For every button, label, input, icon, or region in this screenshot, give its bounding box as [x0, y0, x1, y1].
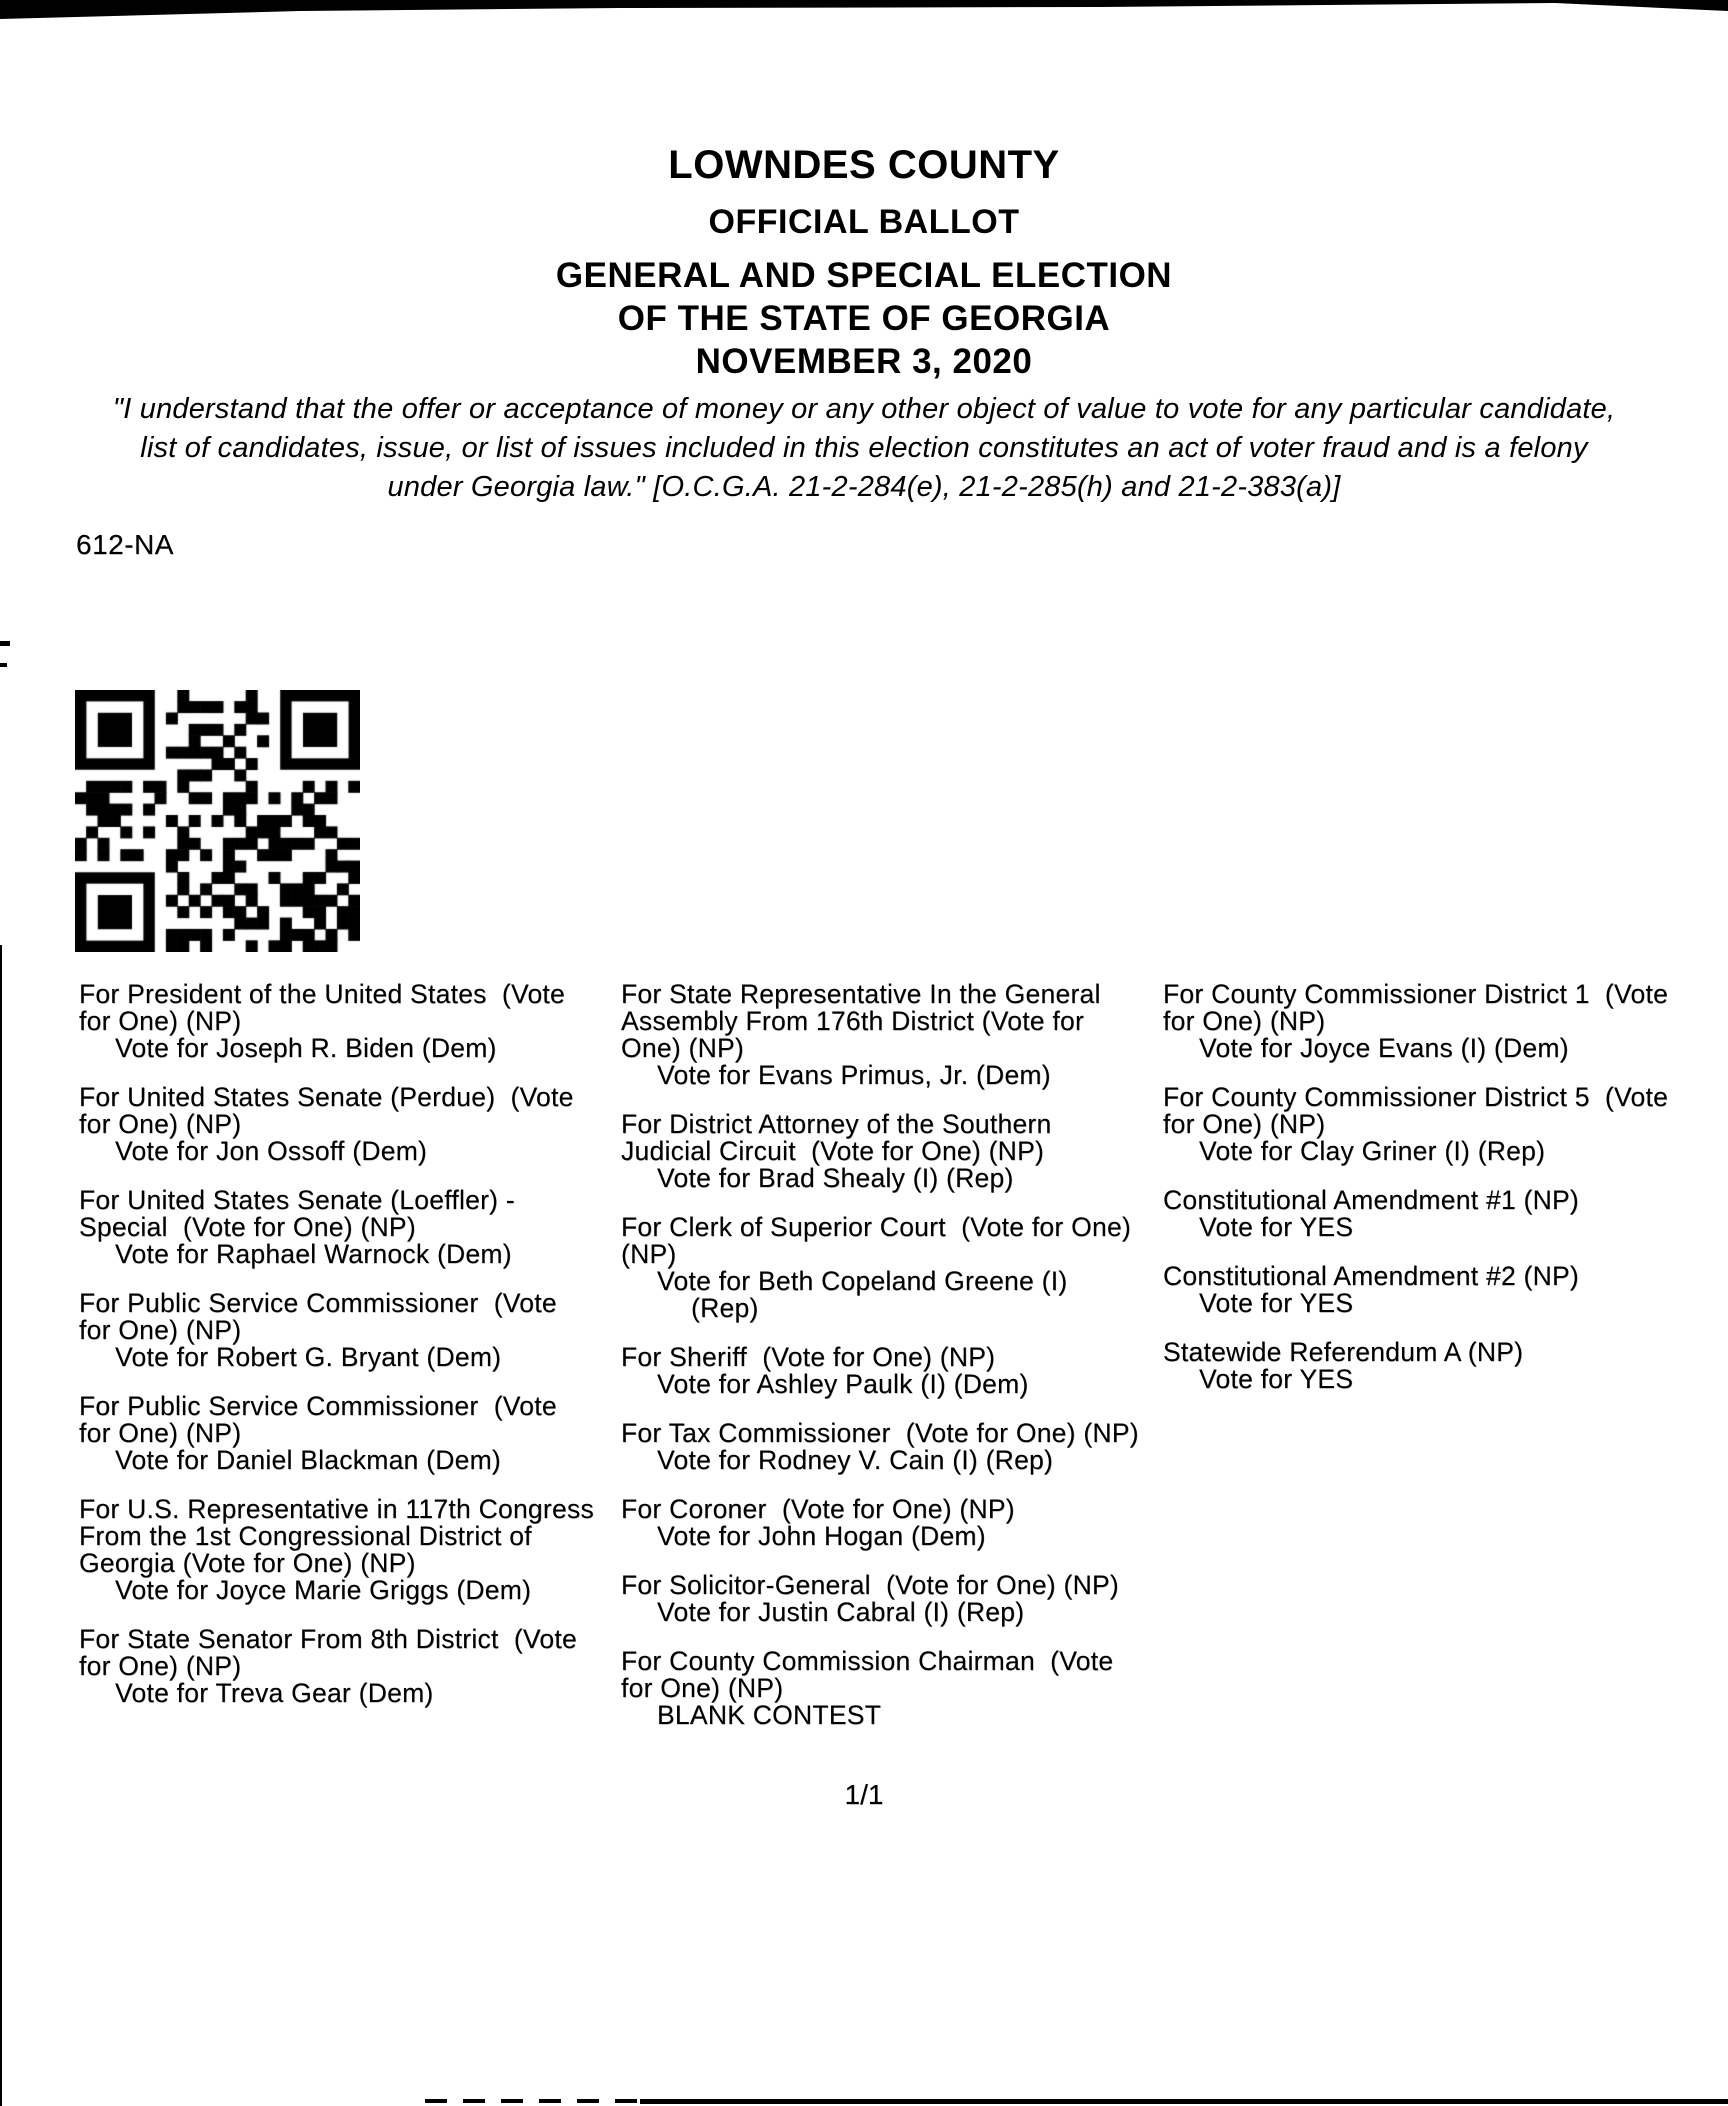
contest-selection-line: Vote for Jon Ossoff (Dem)	[115, 1136, 428, 1166]
contest-selection-line: Vote for YES	[1199, 1288, 1354, 1318]
contest-selection-line: Vote for Ashley Paulk (I) (Dem)	[657, 1369, 1029, 1399]
contest-column	[79, 981, 639, 1729]
contest-title-line: For District Attorney of the Southern	[621, 1109, 1052, 1139]
contest-title-line: For State Representative In the General	[621, 979, 1101, 1009]
contest	[621, 1496, 1181, 1550]
contest-title-line: For County Commission Chairman (Vote	[621, 1646, 1114, 1676]
contest	[621, 1572, 1181, 1626]
contest	[79, 1290, 639, 1371]
contest-title-line: For County Commissioner District 5 (Vote	[1163, 1082, 1669, 1112]
scan-artifact-top-edge	[0, 0, 1728, 20]
voter-fraud-disclaimer	[0, 390, 1728, 507]
contest-title-line: For Coroner (Vote for One) (NP)	[621, 1494, 1015, 1524]
contest-selection-line: Vote for Daniel Blackman (Dem)	[115, 1445, 502, 1475]
contest-title-line: For United States Senate (Loeffler) -	[79, 1185, 515, 1215]
contest	[1163, 1263, 1728, 1317]
contest-title-line: (NP)	[621, 1239, 677, 1269]
scan-artifact-bottom-dashes	[425, 2099, 643, 2103]
contest-title-line: Special (Vote for One) (NP)	[79, 1212, 416, 1242]
scan-artifact-left-mark	[0, 641, 10, 646]
page-number: 1/1	[844, 1779, 884, 1810]
contest-selection-line: Vote for Joyce Evans (I) (Dem)	[1199, 1033, 1569, 1063]
contest-title-line: For United States Senate (Perdue) (Vote	[79, 1082, 574, 1112]
contest-selection-line: Vote for Justin Cabral (I) (Rep)	[657, 1597, 1025, 1627]
contest-selection-line: Vote for Treva Gear (Dem)	[115, 1678, 434, 1708]
contest	[621, 981, 1181, 1089]
contest	[621, 1344, 1181, 1398]
contest-title-line: One) (NP)	[621, 1033, 744, 1063]
contest-title-line: For County Commissioner District 1 (Vote	[1163, 979, 1669, 1009]
contest-selection-line: Vote for Raphael Warnock (Dem)	[115, 1239, 512, 1269]
contest-selection-line: Vote for Rodney V. Cain (I) (Rep)	[657, 1445, 1054, 1475]
contest-selection-line: Vote for John Hogan (Dem)	[657, 1521, 986, 1551]
qr-code-icon	[75, 690, 360, 952]
scan-artifact-left-edge	[0, 945, 2, 2106]
contest-title-line: for One) (NP)	[1163, 1109, 1326, 1139]
contest-title-line: For Public Service Commissioner (Vote	[79, 1288, 557, 1318]
contest	[79, 981, 639, 1062]
contest-title-line: Assembly From 176th District (Vote for	[621, 1006, 1085, 1036]
disclaimer-line: "I understand that the offer or acceptance of money or any other object of value to vote for any particular candidate,	[112, 393, 1616, 425]
contest-title-line: For Solicitor-General (Vote for One) (NP)	[621, 1570, 1119, 1600]
contest	[1163, 981, 1728, 1062]
disclaimer-line: under Georgia law." [O.C.G.A. 21-2-284(e), 21-2-285(h) and 21-2-383(a)]	[387, 471, 1341, 503]
contest	[79, 1187, 639, 1268]
contest	[621, 1214, 1181, 1322]
contest	[621, 1420, 1181, 1474]
contest-selection-line: Vote for Joyce Marie Griggs (Dem)	[115, 1575, 532, 1605]
scan-artifact-left-mark	[0, 663, 7, 667]
contest	[1163, 1339, 1728, 1393]
contest	[621, 1111, 1181, 1192]
contest-selection-line: Vote for Brad Shealy (I) (Rep)	[657, 1163, 1014, 1193]
election-date: NOVEMBER 3, 2020	[695, 342, 1033, 381]
contest	[79, 1626, 639, 1707]
contest-title-line: for One) (NP)	[79, 1418, 242, 1448]
contest-selection-line: Vote for YES	[1199, 1212, 1354, 1242]
contest-title-line: Constitutional Amendment #1 (NP)	[1163, 1185, 1580, 1215]
contest-selection-line: Vote for Joseph R. Biden (Dem)	[115, 1033, 497, 1063]
contest-title-line: Georgia (Vote for One) (NP)	[79, 1548, 416, 1578]
contest	[1163, 1084, 1728, 1165]
contest-title-line: Constitutional Amendment #2 (NP)	[1163, 1261, 1580, 1291]
contest-selection-line: Vote for YES	[1199, 1364, 1354, 1394]
contest-title-line: For Sheriff (Vote for One) (NP)	[621, 1342, 996, 1372]
contest-selection-line: Vote for Robert G. Bryant (Dem)	[115, 1342, 502, 1372]
election-title-line2: OF THE STATE OF GEORGIA	[617, 299, 1111, 338]
county-title: LOWNDES COUNTY	[668, 143, 1060, 187]
contest-title-line: For President of the United States (Vote	[79, 979, 566, 1009]
contest	[79, 1084, 639, 1165]
contest-title-line: For Public Service Commissioner (Vote	[79, 1391, 557, 1421]
contest-title-line: for One) (NP)	[621, 1673, 784, 1703]
ballot-type-title: OFFICIAL BALLOT	[708, 203, 1020, 241]
contest-title-line: Statewide Referendum A (NP)	[1163, 1337, 1524, 1367]
contest-selection-line: BLANK CONTEST	[657, 1700, 882, 1730]
contest-column	[621, 981, 1181, 1751]
contest-title-line: for One) (NP)	[79, 1006, 242, 1036]
contest-selection-line: (Rep)	[691, 1293, 759, 1323]
contest-title-line: for One) (NP)	[79, 1651, 242, 1681]
contest-selection-line: Vote for Evans Primus, Jr. (Dem)	[657, 1060, 1051, 1090]
contest-column	[1163, 981, 1728, 1415]
contest-title-line: for One) (NP)	[79, 1315, 242, 1345]
contest-title-line: For State Senator From 8th District (Vote	[79, 1624, 577, 1654]
contest	[1163, 1187, 1728, 1241]
contest-title-line: for One) (NP)	[79, 1109, 242, 1139]
contest-title-line: From the 1st Congressional District of	[79, 1521, 532, 1551]
election-title-line1: GENERAL AND SPECIAL ELECTION	[555, 256, 1173, 295]
scan-artifact-bottom-line	[640, 2099, 1728, 2104]
contest	[79, 1496, 639, 1604]
contest-title-line: for One) (NP)	[1163, 1006, 1326, 1036]
contest-title-line: For Clerk of Superior Court (Vote for One)	[621, 1212, 1132, 1242]
disclaimer-line: list of candidates, issue, or list of issues included in this election constitutes an act of voter fraud and is a felony	[140, 432, 1588, 464]
contest-title-line: For U.S. Representative in 117th Congress	[79, 1494, 594, 1524]
contest	[621, 1648, 1181, 1729]
precinct-code: 612-NA	[76, 529, 174, 560]
contest-title-line: For Tax Commissioner (Vote for One) (NP)	[621, 1418, 1139, 1448]
contest-title-line: Judicial Circuit (Vote for One) (NP)	[621, 1136, 1045, 1166]
contest	[79, 1393, 639, 1474]
contest-selection-line: Vote for Beth Copeland Greene (I)	[657, 1266, 1068, 1296]
contest-selection-line: Vote for Clay Griner (I) (Rep)	[1199, 1136, 1546, 1166]
